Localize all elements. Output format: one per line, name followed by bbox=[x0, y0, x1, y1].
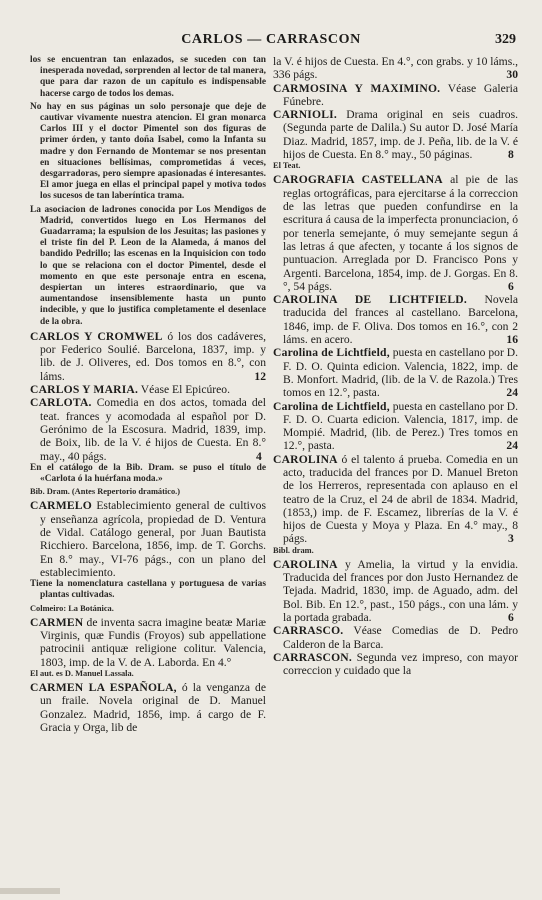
entry-text: ó los dos cadáveres, por Federico Soulié. Barcelona, 1837, imp. y lib. de J. Oliveres, ed. Dos tomos en 8.°, con láms. bbox=[40, 329, 267, 383]
entry-note: los se encuentran tan enlazados, se suceden con tan inesperada novedad, sorprenden al lector de tal manera, que para dar razon de un capítulo es indispensable hacerse cargo de todos los demas. bbox=[30, 55, 266, 99]
bibliography-entry bbox=[30, 681, 266, 734]
bibliography-entry: CAROGRAFIA CASTELLANA al pie de las reglas ortográficas, para ejercitarse á la correccion de las letras que pueden confundirse en la escritura á causa de la imperfecta pronunciacion, ó por tenerla semejante, ó muy semejante segun á las letras á que afecten, y tocante á los signos de puntuacion. Arreglada por D. Francisco Pons y Argenti. Barcelona, 1854, imp. de J. Gorgas. En 8.°, 54 págs. 6 bbox=[273, 173, 518, 293]
entry-headword: CARNIOLI. bbox=[273, 108, 337, 122]
entry-headword: CARMOSINA Y MAXIMINO. bbox=[273, 81, 441, 95]
entry-headword: CARLOS Y CROMWEL bbox=[30, 329, 163, 343]
entry-headword: CAROLINA DE LICHTFIELD. bbox=[273, 293, 467, 307]
bibliography-entry bbox=[30, 616, 266, 669]
entry-headword: CARMEN bbox=[30, 615, 84, 629]
running-head-title: CARLOS — CARRASCON bbox=[181, 32, 361, 47]
scan-edge-mark bbox=[0, 888, 60, 894]
entry-price: 16 bbox=[506, 333, 518, 347]
bibliography-entry bbox=[273, 293, 518, 346]
bibliography-entry bbox=[273, 651, 518, 678]
entry-headword: CARRASCO. bbox=[273, 624, 344, 638]
entry-text: ó la venganza de un fraile. Novela original de D. Manuel Gonzalez. Madrid, 1856, imp. á cargo de F. Gracia y Orga, lib de bbox=[40, 680, 266, 734]
left-column bbox=[30, 55, 266, 734]
bibliography-entry: CAROLINA ó el talento á prueba. Comedia en un acto, traducida del frances por D. Manuel Breton de los Herreros, representada con aplauso en el teatro de la Cruz, el 24 de abril de 1834. Madrid, (1853,) imp. de F. Escamez, librerías de la V. é hijos de Cuesta y Moya y Plaza. En 4.° may., 8 págs. 3 bbox=[273, 452, 518, 546]
entry-source: El Teat. bbox=[273, 161, 301, 171]
entry-source: Bib. Dram. (Antes Repertorio dramático.) bbox=[30, 487, 181, 497]
entry-text: ó el talento á prueba. Comedia en un acto, traducida del frances por D. Manuel Breton de los Herreros, representada con aplauso en el teatro de la Cruz, el 24 de abril de 1834. Madrid, (1853,) imp. de F. Escamez, librerías de la V. é hijos de Cuesta y Moya y Plaza. En 4.° may., 8 págs. bbox=[283, 452, 518, 546]
right-column bbox=[273, 55, 518, 678]
entry-source: Colmeiro: La Botánica. bbox=[30, 603, 114, 613]
bibliography-entry bbox=[273, 346, 518, 399]
entry-headword: CARLOS Y MARIA. bbox=[30, 383, 139, 397]
entry-text: la V. é hijos de Cuesta. En 4.°, con grabs. y 10 láms., 336 págs. bbox=[273, 55, 518, 82]
entry-text: Novela traducida del frances al castellano. Barcelona, 1846, imp. de F. Oliva. Dos tomos en 16.°, con 2 láms. en acero. bbox=[283, 293, 518, 347]
entry-text: Drama original en seis cuadros. (Segunda parte de Dalila.) Su autor D. José María Diaz. Madrid, 1857, imp. de J. Peña, lib. de la V. é hijos de Cuesta. En 8.° may., 50 páginas. bbox=[283, 108, 518, 162]
entry-text: puesta en castellano por D. F. D. O. Cuarta edicion. Valencia, 1817, imp. de Mompié. Madrid, (lib. de Perez.) Tres tomos en 12.°, pasta. bbox=[283, 399, 518, 453]
entry-price: 24 bbox=[506, 439, 518, 453]
entry-note: Tiene la nomenclatura castellana y portuguesa de varias plantas cultivadas. bbox=[30, 579, 266, 601]
entry-headword: CARLOTA. bbox=[30, 396, 92, 410]
bibliography-entry bbox=[273, 82, 518, 109]
running-head bbox=[0, 30, 542, 52]
bibliography-entry bbox=[30, 383, 266, 396]
entry-text: Véase Galeria Fúnebre. bbox=[283, 81, 518, 108]
entry-headword: Carolina de Lichtfield, bbox=[273, 346, 390, 360]
entry-headword: CAROLINA bbox=[273, 452, 338, 466]
entry-note: En el catálogo de la Bib. Dram. se puso el título de «Carlota ó la huérfana moda.» bbox=[30, 462, 266, 485]
entry-headword: CAROLINA bbox=[273, 557, 338, 571]
entry-text: Véase El Epicúreo. bbox=[138, 383, 230, 397]
entry-price: 12 bbox=[254, 369, 266, 383]
entry-headword: CARRASCON. bbox=[273, 650, 352, 664]
entry-headword: CARMEN LA ESPAÑOLA, bbox=[30, 680, 177, 694]
entry-source: Bibl. dram. bbox=[273, 545, 314, 555]
entry-continuation bbox=[273, 55, 518, 82]
bibliography-entry: CARLOTA. Comedia en dos actos, tomada del teat. frances y acomodada al español por D. Gerónimo de la Escosura. Madrid, 1839, imp. de Boix, lib. de la V. é hijos de Cuesta. En 8.° may., 40 págs. 4 bbox=[30, 396, 266, 463]
entry-price: 24 bbox=[506, 386, 518, 400]
entry-text: Comedia en dos actos, tomada del teat. frances y acomodada al español por D. Gerónimo de la Escosura. Madrid, 1839, imp. de Boix, lib. de la V. é hijos de Cuesta. En 8.° may., 40 págs. bbox=[40, 396, 266, 463]
bibliography-entry bbox=[30, 499, 266, 579]
entry-headword: CARMELO bbox=[30, 499, 92, 513]
entry-text: puesta en castellano por D. F. D. O. Quinta edicion. Valencia, 1822, imp. de B. Monfort. Madrid, (lib. de la V. de Razola.) Tres tomos en 12.°, pasta. bbox=[283, 346, 518, 400]
entry-text: Establecimiento general de cultivos y enseñanza agrícola, propiedad de D. Ventura de Vidal. Catálogo general, por Juan Bautista Ricchiero. Barcelona, 1856, imp. de T. Gorchs. En 8.° may., VI-76 págs., con un plano del establecimiento. bbox=[40, 499, 266, 579]
entry-source: El aut. es D. Manuel Lassala. bbox=[30, 668, 134, 678]
bibliography-entry: CARNIOLI. Drama original en seis cuadros. (Segunda parte de Dalila.) Su autor D. José María Diaz. Madrid, 1857, imp. de J. Peña, lib. de la V. é hijos de Cuesta. En 8.° may., 50 páginas. 8 bbox=[273, 108, 518, 162]
bibliography-entry bbox=[273, 400, 518, 453]
entry-text: de inventa sacra imagine beatæ Mariæ Virginis, quæ Fundis (Froyos) sub appellatione patrocinii antiquæ religione colitur. Valencia, 1803, imp. de la V. de A. Laborda. En 4.° bbox=[40, 615, 266, 669]
bibliography-entry: CAROLINA y Amelia, la virtud y la envidia. Traducida del frances por don Justo Hernandez de Tejada. Madrid, 1830, imp. de Aguado, adm. del Bol. Bib. En 12.°, past., 150 págs., con una lám. y la portada grabada. 6 bbox=[273, 557, 518, 625]
entry-text: al pie de las reglas ortográficas, para ejercitarse á la correccion de las letras que pueden confundirse en la escritura á causa de la imperfecta pronunciacion, ó por tenerla semejante, ó muy semejante segun á las letras á que afecten, y tocante á los signos de puntuacion. Arreglada por D. Francisco Pons y Argenti. Barcelona, 1854, imp. de J. Gorgas. En 8.°, 54 págs. bbox=[283, 173, 518, 293]
entry-headword: Carolina de Lichtfield, bbox=[273, 399, 390, 413]
entry-text: y Amelia, la virtud y la envidia. Traducida del frances por don Justo Hernandez de Tejada. Madrid, 1830, imp. de Aguado, adm. del Bol. Bib. En 12.°, past., 150 págs., con una lám. y la portada grabada. bbox=[283, 557, 518, 625]
entry-note: No hay en sus páginas un solo personaje que deje de cautivar vivamente nuestra atencion. El gran monarca Carlos III y el doctor Pimentel son dos figuras de primer órden, y tanto doña Isabel, como la Infanta su madre y don Fernando de Montemar se nos presentan en situaciones bellísimas, comprometidas á veces, desgarradoras, pero siempre apasionadas é interesantes. El amor juega en ellas el principal papel y motiva todos los sucesos de tan laberíntica trama. bbox=[30, 101, 266, 202]
entry-text: Véase Comedias de D. Pedro Calderon de la Barca. bbox=[283, 624, 518, 651]
bibliography-entry bbox=[30, 330, 266, 383]
page-number: 329 bbox=[495, 32, 516, 47]
entry-text: Segunda vez impreso, con mayor correccion y cuidado que la bbox=[283, 650, 518, 678]
entry-headword: CAROGRAFIA CASTELLANA bbox=[273, 173, 443, 187]
entry-price: 30 bbox=[506, 68, 518, 82]
entry-note: La asociacion de ladrones conocida por Los Mendigos de Madrid, convertidos luego en Los Hermanos del Guadarrama; la espulsion de los Jesuitas; las pasiones y el triste fin del P. Leon de la Alameda, á manos del bandido Pedrillo; las escenas en la Inquisicion con todo lo que se relaciona con el doctor Pimentel, desde el momento en que este personaje entra en escena, despiertan un interes estraordinario, que va aumentandose insensiblemente hasta un punto indecible, y que lo justifica completamente el desenlace de la obra. bbox=[30, 204, 266, 327]
bibliography-entry bbox=[273, 624, 518, 651]
